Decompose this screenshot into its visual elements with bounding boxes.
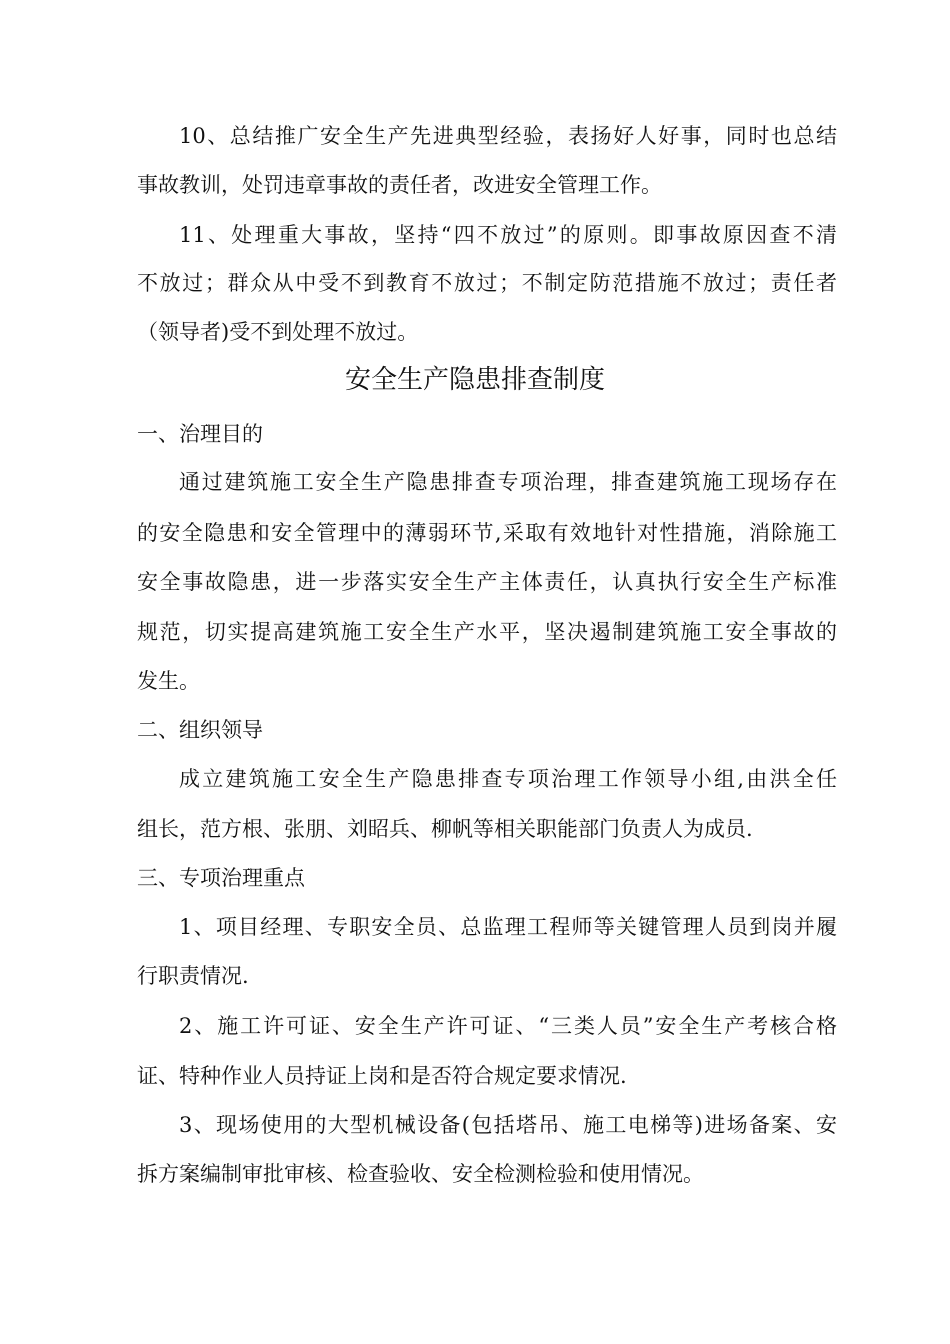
item11-line-2: 不放过；群众从中受不到教育不放过；不制定防范措施不放过；责任者 bbox=[137, 271, 837, 295]
section-3-item-3-line-1: 3、现场使用的大型机械设备(包括塔吊、施工电梯等)进场备案、安 bbox=[179, 1113, 837, 1137]
item10-line-1: 10、总结推广安全生产先进典型经验，表扬好人好事，同时也总结 bbox=[179, 124, 837, 148]
section-1-heading: 一、治理目的 bbox=[137, 422, 263, 446]
section-2-paragraph-line-1: 成立建筑施工安全生产隐患排查专项治理工作领导小组,由洪全任 bbox=[179, 767, 837, 791]
item11-line-3: （领导者)受不到处理不放过。 bbox=[137, 320, 419, 344]
section-1-paragraph-line-2: 的安全隐患和安全管理中的薄弱环节,采取有效地针对性措施，消除施工 bbox=[137, 521, 837, 545]
section-3-heading: 三、专项治理重点 bbox=[137, 866, 305, 890]
section-1-paragraph-line-4: 规范，切实提高建筑施工安全生产水平，坚决遏制建筑施工安全事故的 bbox=[137, 620, 837, 644]
section-3-item-2-line-1: 2、施工许可证、安全生产许可证、“三类人员”安全生产考核合格 bbox=[179, 1014, 837, 1038]
section-1-paragraph-line-5: 发生。 bbox=[137, 669, 200, 693]
section-3-item-1-line-1: 1、项目经理、专职安全员、总监理工程师等关键管理人员到岗并履 bbox=[179, 915, 837, 939]
section-1-paragraph-line-1: 通过建筑施工安全生产隐患排查专项治理，排查建筑施工现场存在 bbox=[179, 470, 837, 494]
section-1-paragraph-line-3: 安全事故隐患，进一步落实安全生产主体责任，认真执行安全生产标准 bbox=[137, 570, 837, 594]
section-2-heading: 二、组织领导 bbox=[137, 718, 263, 742]
document-title: 安全生产隐患排查制度 bbox=[344, 365, 605, 395]
item10-line-2: 事故教训，处罚违章事故的责任者，改进安全管理工作。 bbox=[137, 173, 662, 197]
section-2-paragraph-line-2: 组长，范方根、张朋、刘昭兵、柳帆等相关职能部门负责人为成员. bbox=[137, 817, 753, 841]
item11-line-1: 11、处理重大事故，坚持“四不放过”的原则。即事故原因查不清 bbox=[179, 223, 837, 247]
section-3-item-1-line-2: 行职责情况. bbox=[137, 964, 249, 988]
section-3-item-2-line-2: 证、特种作业人员持证上岗和是否符合规定要求情况. bbox=[137, 1064, 627, 1088]
section-3-item-3-line-2: 拆方案编制审批审核、检查验收、安全检测检验和使用情况。 bbox=[137, 1162, 704, 1186]
